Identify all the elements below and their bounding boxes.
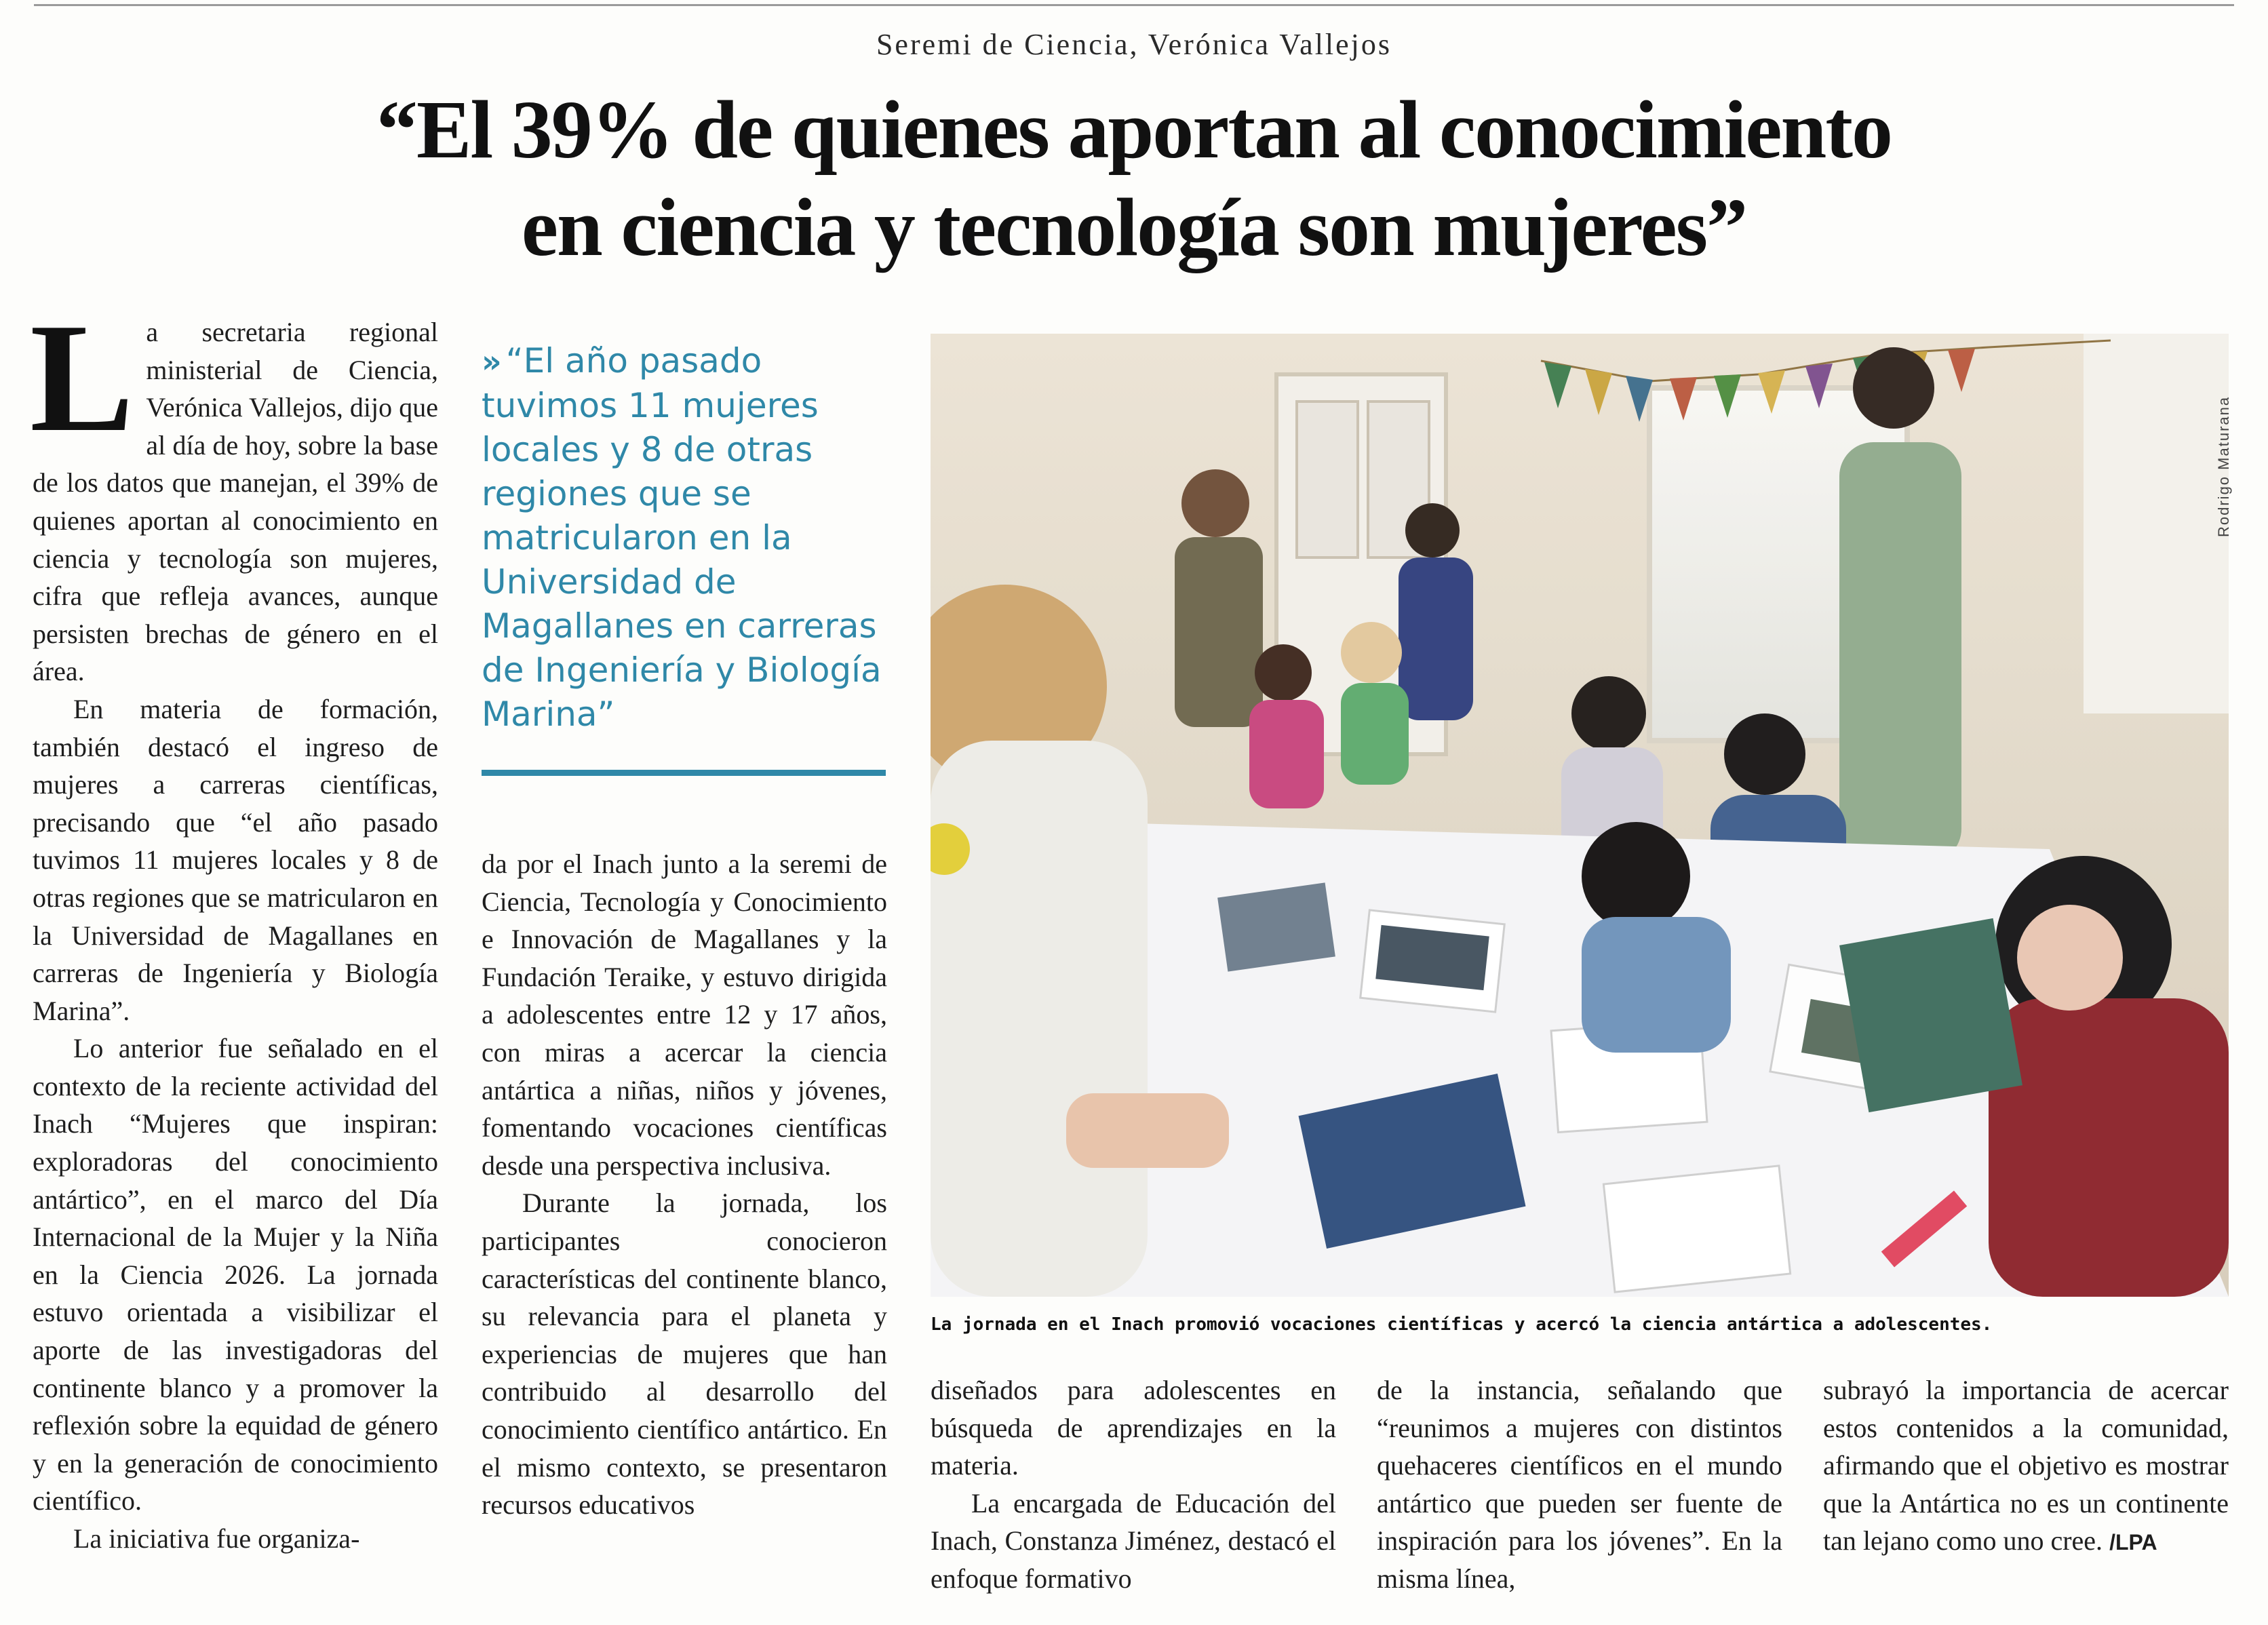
paragraph: En materia de formación, también destacó el ingreso de mujeres a carreras científicas, precisando que “el año pasado tuvimos 11 mujeres locales y 8 de otras regiones que se matricularon en la Universidad de Magallanes en carreras de Ingeniería y Biología Marina”.: [33, 693, 438, 1026]
author-signature: /LPA: [2109, 1530, 2157, 1555]
headline-line-2: en ciencia y tecnología son mujeres”: [521, 182, 1747, 273]
top-rule: [34, 4, 2234, 6]
paragraph: da por el Inach junto a la seremi de Ciencia, Tecnología y Conocimiento e Innovación de Magallanes y la Fundación Teraike, y estuvo dirigida a adolescentes entre 12 y 17 años, con miras a acercar la ciencia antártica a niñas, niños y jóvenes, fomentando vocaciones científicas desde una perspectiva inclusiva.: [482, 848, 887, 1181]
headline-line-1: “El 39% de quienes aportan al conocimiento: [376, 84, 1892, 176]
body-column-2: [482, 845, 887, 1524]
paragraph: La iniciativa fue organiza-: [73, 1523, 360, 1554]
paragraph: Lo anterior fue señalado en el contexto de la reciente actividad del Inach “Mujeres que inspiran: exploradoras del conocimiento antártico”, en el marco del Día Internacional de la Mujer y la Niña en la Ciencia 2026. La jornada estuvo orientada a visibilizar el aporte de las investigadoras del continente blanco y a promover la reflexión sobre la equidad de género y en la generación de conocimiento científico.: [33, 1033, 438, 1516]
paragraph: diseñados para adolescentes en búsqueda de aprendizajes en la materia.: [931, 1375, 1336, 1481]
body-column-4: [1377, 1371, 1782, 1598]
double-chevron-icon: »: [482, 343, 498, 380]
body-column-1: [30, 291, 438, 1558]
photo-caption: La jornada en el Inach promovió vocaciones científicas y acercó la ciencia antártica a adolescentes.: [931, 1314, 1993, 1335]
pull-quote-rule: [482, 770, 886, 776]
article-photo: [931, 334, 2229, 1297]
body-column-5: [1823, 1371, 2229, 1562]
paragraph: a secretaria regional ministerial de Ciencia, Verónica Vallejos, dijo que al día de hoy, sobre la base de los datos que manejan, el 39% de quienes aportan al conocimiento en ciencia y tecnología son mujeres, cifra que refleja avances, aunque persisten brechas de género en el área.: [33, 317, 438, 687]
paragraph: Durante la jornada, los participantes conocieron características del continente blanco, su relevancia para el planeta y experiencias de mujeres que han contribuido al desarrollo del conocimiento científico antártico. En el mismo contexto, se presentaron recursos educativos: [482, 1188, 887, 1521]
paragraph: La encargada de Educación del Inach, Constanza Jiménez, destacó el enfoque formativo: [931, 1487, 1336, 1594]
body-column-3: [931, 1371, 1336, 1598]
article-kicker: Seremi de Ciencia, Verónica Vallejos: [876, 28, 1392, 61]
photo-credit: Rodrigo Maturana: [2215, 395, 2232, 537]
pull-quote-text: “El año pasado tuvimos 11 mujeres locales y 8 de otras regiones que se matricularon en la Universidad de Magallanes en carreras de Ingeniería y Biología Marina”: [482, 341, 882, 734]
article-headline: [0, 81, 2268, 277]
paragraph-text: subrayó la importancia de acercar estos contenidos a la comunidad, afirmando que el objetivo es mostrar que la Antártica no es un continente tan lejano como uno cree.: [1823, 1375, 2229, 1557]
paragraph: de la instancia, señalando que “reunimos a mujeres con distintos quehaceres científicos en el mundo antártico que pueden ser fuente de inspiración para los jóvenes”. En la misma línea,: [1377, 1375, 1782, 1594]
photo-illustration: [931, 334, 2229, 1297]
pull-quote: [482, 339, 888, 737]
paragraph: [1823, 1371, 2229, 1562]
drop-cap: L: [30, 291, 134, 464]
